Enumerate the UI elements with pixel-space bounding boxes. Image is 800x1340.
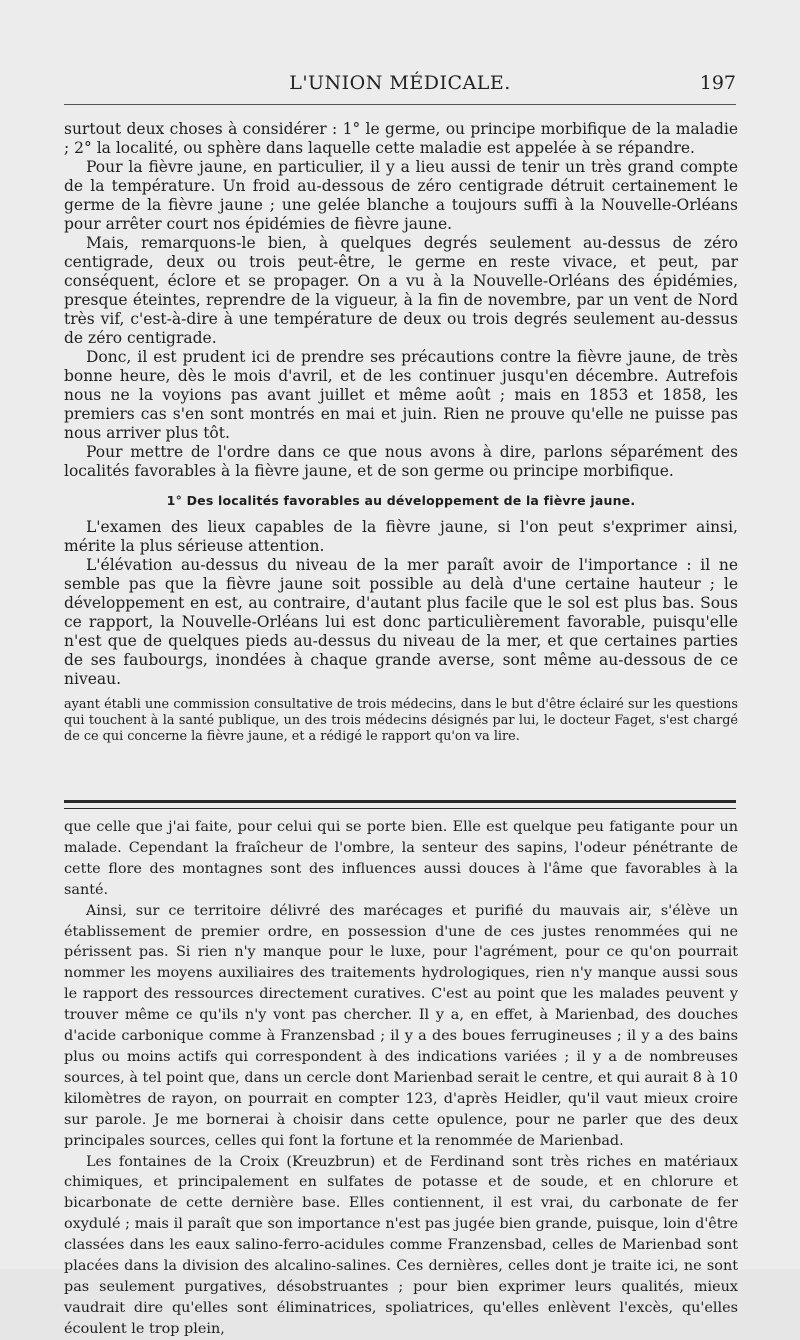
paragraph: Les fontaines de la Croix (Kreuzbrun) et de Ferdinand sont très riches en matériaux chimiques, et principalement en sulfates de potasse et de soude, et en chlorure et bicarbonate de cette dernière base. Elles contiennent, il est vrai, du carbonate de fer oxydulé ; mais il paraît que son importance n'est pas jugée bien grande, puisque, loin d'être classées dans les eaux salino-ferro-acidules comme Franzensbad, celles de Marienbad sont placées dans la division des alcalino-salines. Ces dernières, celles dont je traite ici, ne sont pas seulement purgatives, désobstruantes ; pour bien exprimer leurs qualités, mieux vaudrait dire qu'elles sont éliminatrices, spoliatrices, qu'elles enlèvent l'excès, qu'elles écoulent le trop plein, [64,1153,738,1337]
paragraph: L'examen des lieux capables de la fièvre jaune, si l'on peut s'exprimer ainsi, mérite la plus sérieuse attention. [64,518,738,555]
running-title: L'UNION MÉDICALE. [289,72,511,94]
feuilleton-separator-rule [64,800,736,809]
paragraph: que celle que j'ai faite, pour celui qui se porte bien. Elle est quelque peu fatigante pour un malade. Cependant la fraîcheur de l'ombre, la senteur des sapins, l'odeur pénétrante de cette flore des montagnes sont des influences aussi douces à l'âme que favorables à la santé. [64,819,738,898]
paragraph: surtout deux choses à considérer : 1° le germe, ou principe morbifique de la maladie ; 2° la localité, ou sphère dans laquelle cette maladie est appelée à se répandre. [64,120,738,157]
footnote: ayant établi une commission consultative de trois médecins, dans le but d'être éclairé sur les questions qui touchent à la santé publique, un des trois médecins désignés par lui, le docteur Faget, s'est chargé de ce qui concerne la fièvre jaune, et a rédigé le rapport qu'on va lire. [64,697,738,744]
paragraph: Mais, remarquons-le bien, à quelques degrés seulement au-dessus de zéro centigrade, deux ou trois peut-être, le germe en reste vivace, et peut, par conséquent, éclore et se propager. On a vu à la Nouvelle-Orléans des épidémies, presque éteintes, reprendre de la vigueur, à la fin de novembre, par un vent de Nord très vif, c'est-à-dire à une température de deux ou trois degrés seulement au-dessus de zéro centigrade. [64,234,738,347]
paragraph: Donc, il est prudent ici de prendre ses précautions contre la fièvre jaune, de très bonne heure, dès le mois d'avril, et de les continuer jusqu'en décembre. Autrefois nous ne la voyions pas avant juillet et même août ; mais en 1853 et 1858, les premiers cas s'en sont montrés en mai et juin. Rien ne prouve qu'elle ne puisse pas nous arriver plus tôt. [64,348,738,442]
section-heading: 1° Des localités favorables au développement de la fièvre jaune. [166,493,636,508]
paragraph: Pour mettre de l'ordre dans ce que nous avons à dire, parlons séparément des localités favorables à la fièvre jaune, et de son germe ou principe morbifique. [64,443,738,480]
header-rule [64,104,736,105]
feuilleton-text [64,817,738,1340]
page-number: 197 [699,72,736,94]
paragraph: Pour la fièvre jaune, en particulier, il y a lieu aussi de tenir un très grand compte de la température. Un froid au-dessous de zéro centigrade détruit certainement le germe de la fièvre jaune ; une gelée blanche a toujours suffi à la Nouvelle-Orléans pour arrêter court nos épidémies de fièvre jaune. [64,158,738,233]
paragraph: L'élévation au-dessus du niveau de la mer paraît avoir de l'importance : il ne semble pas que la fièvre jaune soit possible au delà d'une certaine hauteur ; le développement en est, au contraire, d'autant plus facile que le sol est plus bas. Sous ce rapport, la Nouvelle-Orléans lui est donc particulièrement favorable, puisqu'elle n'est que de quelques pieds au-dessus du niveau de la mer, et que certaines parties de ses faubourgs, inondées à chaque grande averse, sont même au-dessous de ce niveau. [64,556,738,688]
page-header [64,72,736,100]
paragraph: Ainsi, sur ce territoire délivré des marécages et purifié du mauvais air, s'élève un établissement de premier ordre, en possession d'une de ces justes renommées qui ne périssent pas. Si rien n'y manque pour le luxe, pour l'agrément, pour ce qu'on pourrait nommer les moyens auxiliaires des traitements hydrologiques, rien n'y manque aussi sous le rapport des ressources directement curatives. C'est au point que les malades peuvent y trouver même ce qu'ils n'y vont pas chercher. Il y a, en effet, à Marienbad, des douches d'acide carbonique comme à Franzensbad ; il y a des boues ferrugineuses ; il y a des bains plus ou moins actifs qui correspondent à des indications variées ; il y a de nombreuses sources, à tel point que, dans un cercle dont Marienbad serait le centre, et qui aurait 8 à 10 kilomètres de rayon, on pourrait en compter 123, d'après Heidler, qu'il vaut mieux croire sur parole. Je me bornerai à choisir dans cette opulence, pour ne parler que des deux principales sources, celles qui font la fortune et la renommée de Marienbad. [64,902,738,1149]
main-article [64,120,738,745]
